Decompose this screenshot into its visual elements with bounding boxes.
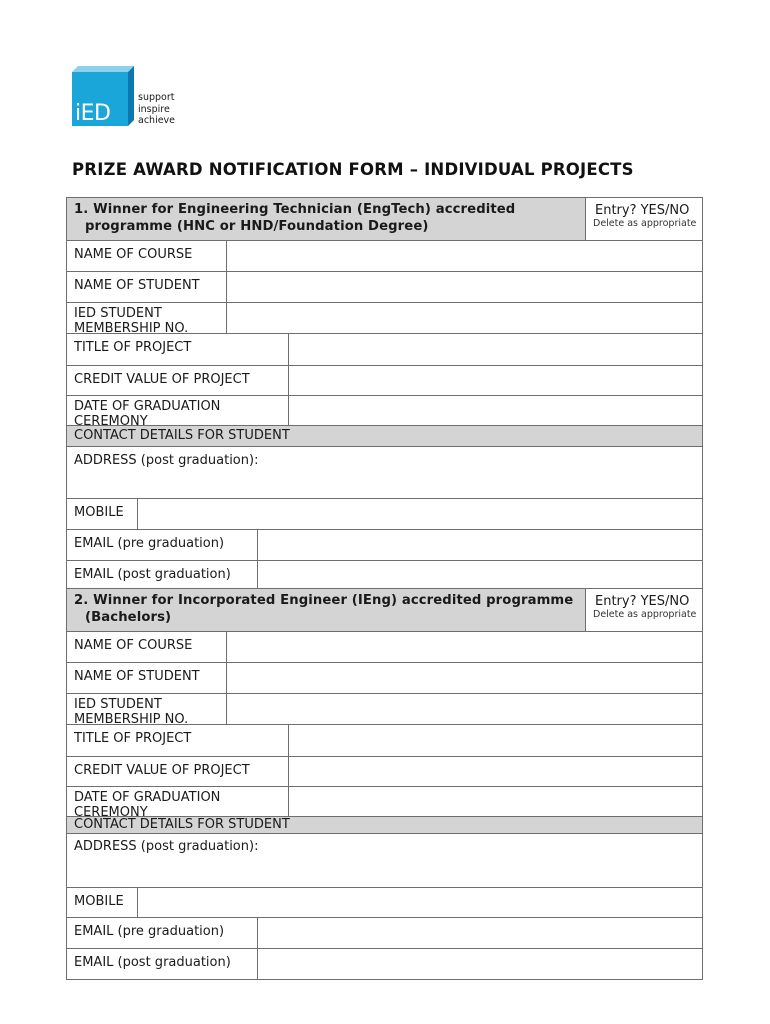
membership-row [67,693,702,724]
credit-label: CREDIT VALUE OF PROJECT [74,372,250,387]
mobile-input[interactable] [137,888,702,917]
email-post-row [67,560,702,591]
graduation-label [67,396,288,425]
email-post-row [67,948,702,979]
address-field[interactable] [67,446,702,498]
membership-row [67,302,702,333]
email-post-input[interactable] [257,949,702,979]
membership-input[interactable] [226,303,702,333]
project-title-row [67,724,702,756]
tagline-line: achieve [138,115,176,126]
entry-note: Delete as appropriate [593,218,697,229]
course-input[interactable] [226,241,702,271]
email-pre-row [67,529,702,560]
section-header [67,589,702,631]
credit-label: CREDIT VALUE OF PROJECT [74,763,250,778]
graduation-label [67,787,288,816]
membership-label-line: MEMBERSHIP NO. [74,712,189,724]
student-row [67,662,702,693]
section-heading-line: (Bachelors) [85,609,172,625]
membership-label [67,694,226,724]
address-label: ADDRESS (post graduation): [74,839,259,854]
entry-label: Entry? YES/NO [595,203,690,218]
student-input[interactable] [226,663,702,693]
course-label: NAME OF COURSE [74,638,193,653]
graduation-row [67,395,702,425]
membership-label [67,303,226,333]
project-title-input[interactable] [288,334,702,365]
course-row [67,631,702,662]
email-post-label: EMAIL (post graduation) [74,567,231,582]
student-label: NAME OF STUDENT [74,278,200,293]
contact-heading: CONTACT DETAILS FOR STUDENT [67,816,702,833]
credit-row [67,756,702,786]
email-pre-row [67,917,702,948]
graduation-row [67,786,702,816]
credit-row [67,365,702,395]
email-pre-label: EMAIL (pre graduation) [74,924,225,939]
mobile-label: MOBILE [74,894,124,909]
student-label: NAME OF STUDENT [74,669,200,684]
tagline-line: inspire [138,103,170,115]
section-heading-line: 2. Winner for Incorporated Engineer (IEng) accredited programme [74,593,574,608]
graduation-label-line: DATE OF GRADUATION [74,790,221,805]
graduation-label-line: CEREMONY [74,805,148,816]
project-title-row [67,333,702,365]
course-label: NAME OF COURSE [74,247,193,262]
membership-label-line: IED STUDENT [74,306,162,321]
address-field[interactable] [67,833,702,887]
course-row [67,240,702,271]
student-input[interactable] [226,272,702,302]
entry-yes-no-field[interactable] [585,198,702,240]
email-post-label: EMAIL (post graduation) [74,955,231,970]
ied-logo [72,66,192,128]
section-ieng [66,588,703,980]
mobile-row [67,887,702,917]
graduation-label-line: DATE OF GRADUATION [74,399,221,414]
tagline-line: support [138,92,175,103]
section-header [67,198,702,240]
address-label: ADDRESS (post graduation): [74,453,259,468]
email-pre-input[interactable] [257,530,702,560]
logo-wordmark: iED [75,101,111,126]
membership-input[interactable] [226,694,702,724]
entry-note: Delete as appropriate [593,609,697,620]
project-title-label: TITLE OF PROJECT [74,731,192,746]
section-heading [67,198,585,240]
email-pre-input[interactable] [257,918,702,948]
course-input[interactable] [226,632,702,662]
project-title-label: TITLE OF PROJECT [74,340,192,355]
form-title: PRIZE AWARD NOTIFICATION FORM – INDIVIDUAL PROJECTS [72,160,634,179]
graduation-input[interactable] [288,396,702,425]
mobile-input[interactable] [137,499,702,529]
email-post-input[interactable] [257,561,702,591]
graduation-label-line: CEREMONY [74,414,148,425]
email-pre-label: EMAIL (pre graduation) [74,536,225,551]
section-heading-line: programme (HNC or HND/Foundation Degree) [85,218,429,234]
graduation-input[interactable] [288,787,702,816]
contact-heading: CONTACT DETAILS FOR STUDENT [67,425,702,446]
student-row [67,271,702,302]
logo-tagline [138,92,175,127]
credit-input[interactable] [288,757,702,786]
entry-yes-no-field[interactable] [585,589,702,631]
section-heading-line: 1. Winner for Engineering Technician (EngTech) accredited [74,202,516,217]
section-engtech [66,197,703,592]
section-heading [67,589,585,631]
project-title-input[interactable] [288,725,702,756]
mobile-label: MOBILE [74,505,124,520]
membership-label-line: IED STUDENT [74,697,162,712]
membership-label-line: MEMBERSHIP NO. [74,321,189,333]
mobile-row [67,498,702,529]
credit-input[interactable] [288,366,702,395]
entry-label: Entry? YES/NO [595,594,690,609]
